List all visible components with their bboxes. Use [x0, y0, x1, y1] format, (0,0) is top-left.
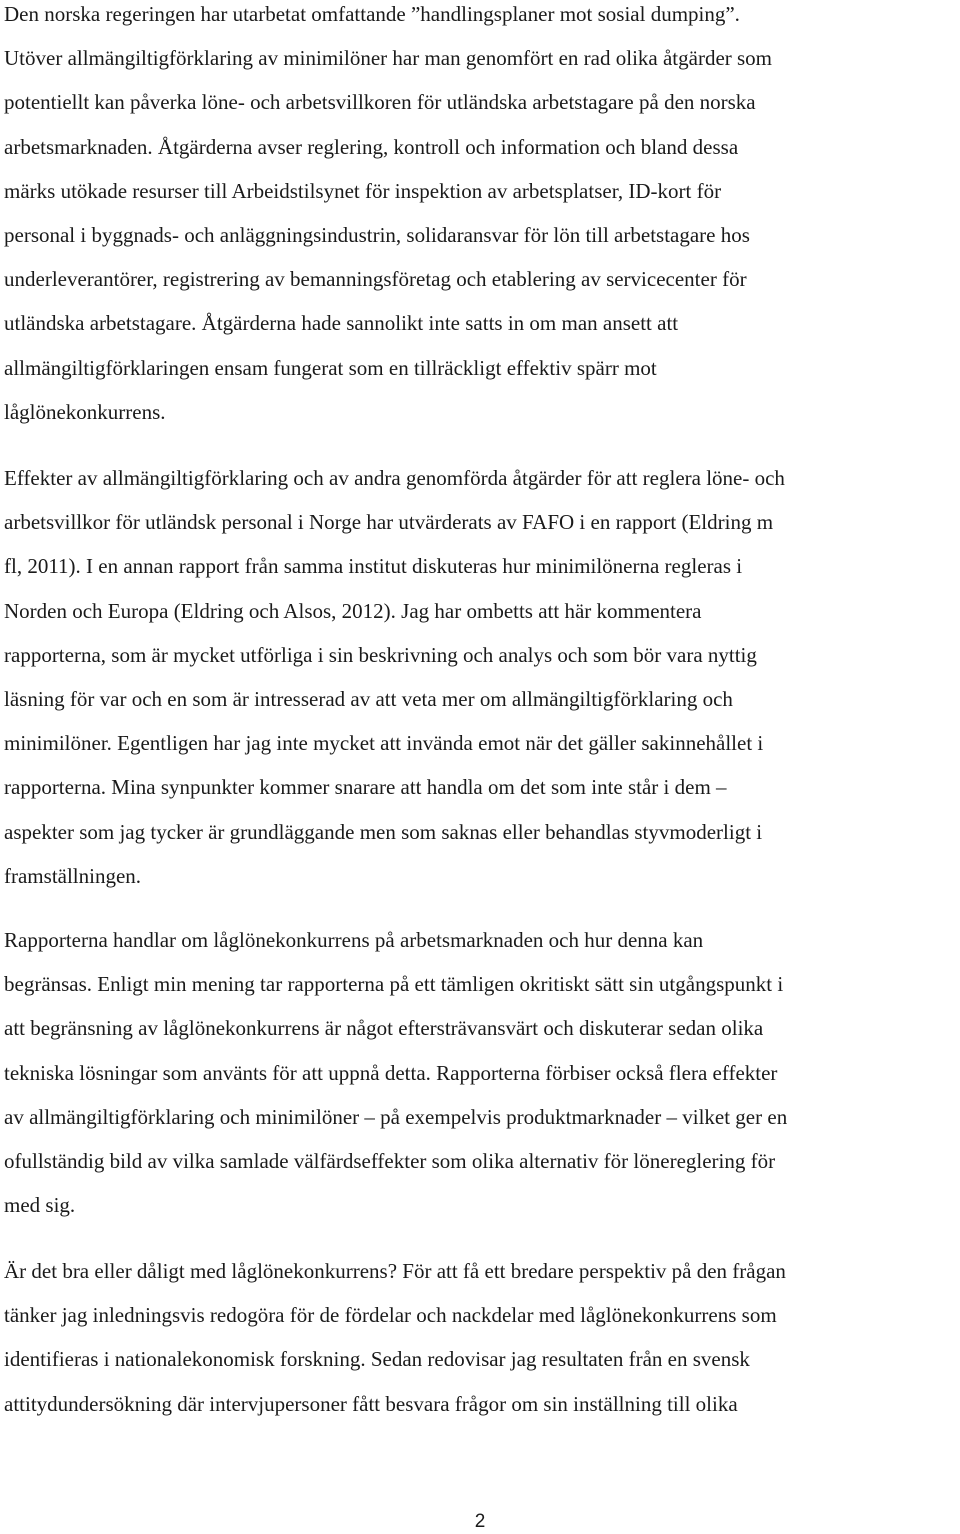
text-line: Den norska regeringen har utarbetat omfattande ”handlingsplaner mot sosial dumping”. — [4, 2, 740, 26]
text-line: arbetsmarknaden. Åtgärderna avser reglering, kontroll och information och bland dessa — [4, 134, 739, 159]
paragraph-2 — [4, 456, 785, 898]
paragraph-3 — [4, 918, 787, 1227]
page-number: 2 — [474, 1511, 486, 1532]
text-line: märks utökade resurser till Arbeidstilsynet för inspektion av arbetsplatser, ID-kort för — [4, 178, 722, 203]
text-line: låglönekonkurrens. — [4, 399, 166, 424]
paragraph-4 — [4, 1249, 786, 1426]
text-line: rapporterna, som är mycket utförliga i sin beskrivning och analys och som bör vara nyttig — [4, 642, 757, 667]
paragraph-1 — [4, 0, 772, 434]
text-line: att begränsning av låglönekonkurrens är något eftersträvansvärt och diskuterar sedan olika — [4, 1016, 764, 1041]
text-line: av allmängiltigförklaring och minimilöner – på exempelvis produktmarknader – vilket ger en — [4, 1104, 788, 1129]
text-line: fl, 2011). I en annan rapport från samma institut diskuteras hur minimilönerna regleras i — [4, 554, 743, 579]
text-line: potentiellt kan påverka löne- och arbetsvillkoren för utländska arbetstagare på den norska — [4, 90, 756, 115]
text-line: underleverantörer, registrering av bemanningsföretag och etablering av servicecenter för — [4, 267, 747, 292]
text-line: tekniska lösningar som använts för att uppnå detta. Rapporterna förbiser också flera effekter — [4, 1060, 778, 1085]
text-line: personal i byggnads- och anläggningsindustrin, solidaransvar för lön till arbetstagare hos — [4, 223, 750, 248]
text-line: identifieras i nationalekonomisk forskning. Sedan redovisar jag resultaten från en svensk — [4, 1347, 750, 1372]
text-line: allmängiltigförklaringen ensam fungerat som en tillräckligt effektiv spärr mot — [4, 355, 657, 380]
text-line: arbetsvillkor för utländsk personal i Norge har utvärderats av FAFO i en rapport (Eldring m — [4, 510, 774, 535]
text-line: Norden och Europa (Eldring och Alsos, 2012). Jag har ombetts att här kommentera — [4, 598, 702, 623]
text-line: minimilöner. Egentligen har jag inte mycket att invända emot när det gäller sakinnehållet i — [4, 731, 764, 756]
text-line: Effekter av allmängiltigförklaring och av andra genomförda åtgärder för att reglera löne- och — [4, 466, 785, 490]
text-line: rapporterna. Mina synpunkter kommer snarare att handla om det som inte står i dem – — [4, 775, 727, 800]
text-line: Är det bra eller dåligt med låglönekonkurrens? För att få ett bredare perspektiv på den frågan — [4, 1259, 786, 1283]
text-line: attitydundersökning där intervjupersoner fått besvara frågor om sin inställning till olika — [4, 1391, 738, 1416]
text-line: Rapporterna handlar om låglönekonkurrens på arbetsmarknaden och hur denna kan — [4, 928, 704, 952]
text-line: framställningen. — [4, 863, 142, 888]
text-line: Utöver allmängiltigförklaring av minimilöner har man genomfört en rad olika åtgärder som — [4, 46, 773, 71]
text-line: ofullständig bild av vilka samlade välfärdseffekter som olika alternativ för lönereglering för — [4, 1149, 776, 1174]
text-line: utländska arbetstagare. Åtgärderna hade sannolikt inte satts in om man ansett att — [4, 311, 679, 336]
text-line: aspekter som jag tycker är grundläggande men som saknas eller behandlas styvmoderligt i — [4, 819, 763, 844]
text-line: med sig. — [4, 1193, 76, 1218]
text-line: läsning för var och en som är intresserad av att veta mer om allmängiltigförklaring och — [4, 687, 733, 712]
text-line: tänker jag inledningsvis redogöra för de fördelar och nackdelar med låglönekonkurrens som — [4, 1303, 777, 1328]
text-line: begränsas. Enligt min mening tar rapporterna på ett tämligen okritiskt sätt sin utgångspunkt i — [4, 972, 784, 997]
